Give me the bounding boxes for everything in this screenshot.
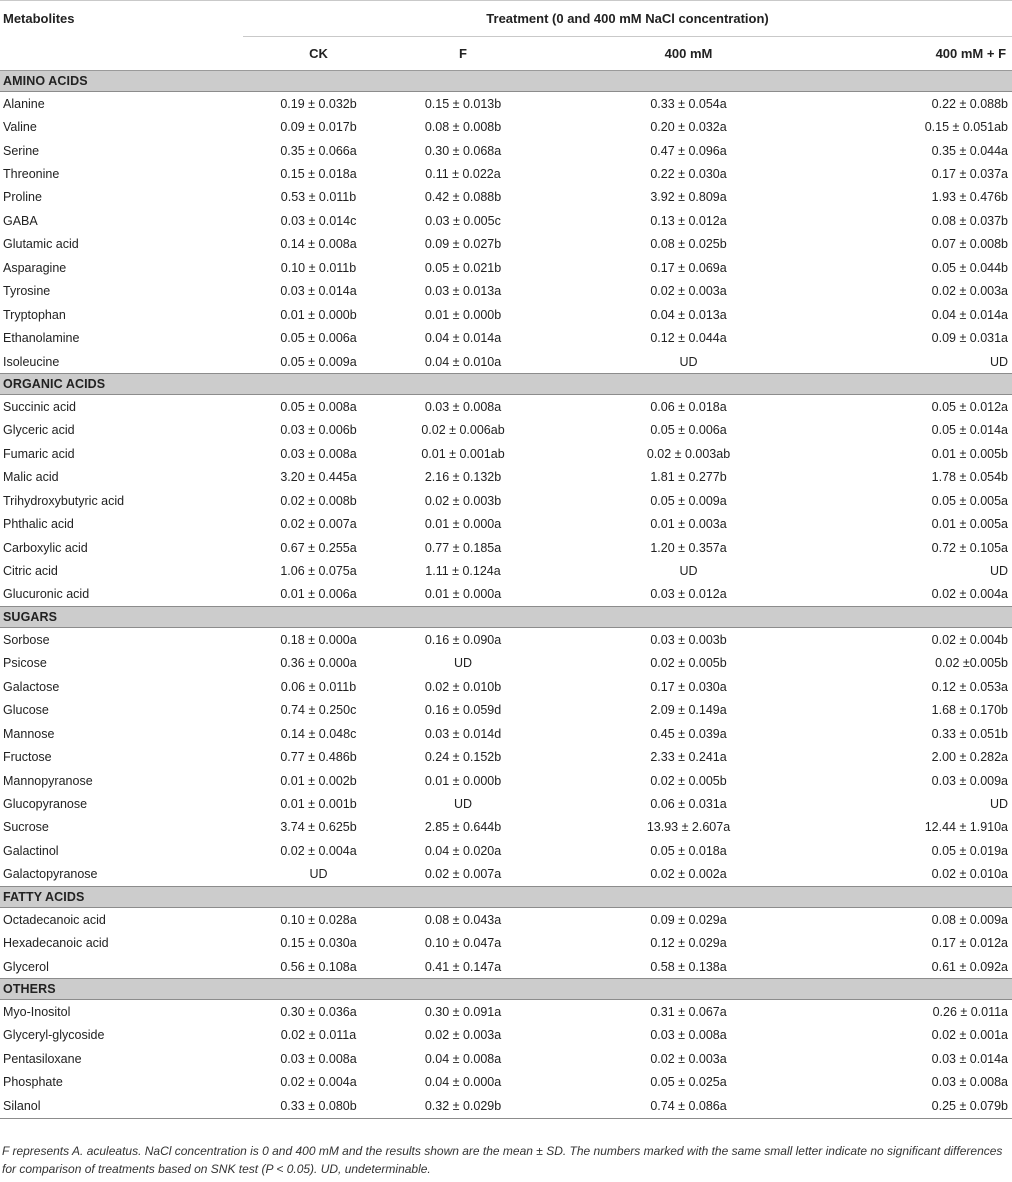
metabolite-name: Ethanolamine — [3, 331, 80, 346]
f-column-header: F — [358, 37, 568, 71]
f-value: UD — [453, 656, 473, 671]
f-value: 0.08 ± 0.008b — [424, 120, 502, 135]
ck-value: 0.01 ± 0.002b — [280, 773, 357, 788]
table-row — [0, 863, 1012, 887]
table-row — [0, 652, 1012, 675]
400mm-f-value: 0.05 ± 0.019a — [931, 843, 1009, 858]
400mm-value: 0.20 ± 0.032a — [650, 120, 727, 135]
400mm-f-value: 0.05 ± 0.012a — [931, 399, 1009, 414]
f-value: 0.10 ± 0.047a — [424, 936, 502, 951]
table-row — [0, 233, 1012, 256]
section-title: SUGARS — [0, 607, 1012, 628]
ck-column-header: CK — [243, 37, 358, 71]
f-value: 0.02 ± 0.006ab — [421, 423, 505, 438]
ck-value: 0.03 ± 0.008a — [280, 1051, 357, 1066]
table-body — [0, 71, 1012, 1119]
table-row — [0, 1024, 1012, 1047]
400mm-f-value: 0.02 ± 0.003a — [931, 284, 1009, 299]
table-row — [0, 280, 1012, 303]
ck-value: 0.01 ± 0.001b — [280, 796, 357, 811]
header-row-1 — [0, 1, 1012, 37]
table-row — [0, 839, 1012, 862]
400mm-value: 2.33 ± 0.241a — [650, 750, 727, 765]
400mm-f-value: 0.15 ± 0.051ab — [924, 120, 1009, 135]
table-header — [0, 1, 1012, 71]
metabolite-name: Trihydroxybutyric acid — [3, 493, 125, 508]
table-row — [0, 792, 1012, 815]
400mm-value: 0.02 ± 0.003a — [650, 1051, 727, 1066]
400mm-f-value: 0.25 ± 0.079b — [809, 1094, 1012, 1118]
400mm-f-value: 0.05 ± 0.014a — [931, 423, 1009, 438]
ck-value: 0.02 ± 0.007a — [280, 517, 357, 532]
table-row — [0, 186, 1012, 209]
metabolite-name: Glucopyranose — [3, 796, 88, 811]
table-row — [0, 699, 1012, 722]
table-row — [0, 115, 1012, 138]
400mm-value: UD — [679, 564, 698, 579]
f-value: 0.03 ± 0.013a — [424, 284, 502, 299]
400mm-column-header: 400 mM — [568, 37, 809, 71]
ck-value: 0.09 ± 0.017b — [280, 120, 357, 135]
400mm-f-value: 0.08 ± 0.009a — [931, 912, 1009, 927]
400mm-f-value: 0.61 ± 0.092a — [931, 959, 1009, 974]
table-row — [0, 442, 1012, 465]
section-title: FATTY ACIDS — [0, 887, 1012, 908]
ck-value: 3.74 ± 0.625b — [280, 820, 357, 835]
metabolite-name: Octadecanoic acid — [3, 912, 106, 927]
400mm-f-value: 2.00 ± 0.282a — [931, 750, 1009, 765]
header-spacer — [0, 37, 243, 71]
section-title: AMINO ACIDS — [0, 71, 1012, 92]
ck-value: 0.14 ± 0.048c — [280, 726, 357, 741]
metabolite-name: Psicose — [3, 656, 47, 671]
table-row — [0, 628, 1012, 652]
400mm-value: 0.04 ± 0.013a — [650, 307, 727, 322]
f-value: 0.01 ± 0.001ab — [421, 446, 505, 461]
400mm-f-value: UD — [989, 564, 1009, 579]
400mm-value: 0.17 ± 0.069a — [650, 260, 727, 275]
metabolite-name: Sucrose — [3, 820, 49, 835]
f-value: 0.01 ± 0.000a — [424, 517, 502, 532]
metabolite-name: Glutamic acid — [3, 237, 79, 252]
400mm-value: 0.12 ± 0.029a — [650, 936, 727, 951]
400mm-f-value: 1.78 ± 0.054b — [931, 470, 1009, 485]
f-value: 0.02 ± 0.003b — [424, 493, 502, 508]
metabolite-name: Fumaric acid — [3, 446, 75, 461]
metabolite-name: Alanine — [3, 96, 45, 111]
metabolite-name: Pentasiloxane — [3, 1051, 82, 1066]
400mm-f-value: 0.01 ± 0.005a — [931, 517, 1009, 532]
400mm-f-value: 0.09 ± 0.031a — [931, 331, 1009, 346]
400mm-value: 0.31 ± 0.067a — [650, 1005, 727, 1020]
f-value: 0.09 ± 0.027b — [424, 237, 502, 252]
ck-value: 0.03 ± 0.014a — [280, 284, 357, 299]
f-value: 0.41 ± 0.147a — [424, 959, 502, 974]
f-value: 0.01 ± 0.000b — [424, 773, 502, 788]
ck-value: 0.56 ± 0.108a — [280, 959, 357, 974]
ck-value: 1.06 ± 0.075a — [280, 564, 357, 579]
ck-value: 0.74 ± 0.250c — [280, 703, 357, 718]
section-header-row — [0, 374, 1012, 395]
f-value: 0.11 ± 0.022a — [425, 167, 501, 182]
400mm-f-value: 0.04 ± 0.014a — [931, 307, 1009, 322]
ck-value: 0.03 ± 0.006b — [280, 423, 357, 438]
400mm-f-value: 0.12 ± 0.053a — [931, 679, 1009, 694]
ck-value: 0.15 ± 0.018a — [280, 167, 357, 182]
metabolite-name: Malic acid — [3, 470, 59, 485]
f-value: 0.30 ± 0.068a — [424, 143, 502, 158]
table-row — [0, 745, 1012, 768]
400mm-f-value: 0.03 ± 0.008a — [931, 1075, 1009, 1090]
ck-value: 0.02 ± 0.008b — [280, 493, 357, 508]
400mm-value: 0.45 ± 0.039a — [650, 726, 727, 741]
metabolite-name: Galactopyranose — [3, 867, 98, 882]
400mm-value: 0.03 ± 0.008a — [650, 1028, 727, 1043]
metabolite-name: Proline — [3, 190, 42, 205]
400mm-f-value: 0.01 ± 0.005b — [931, 446, 1009, 461]
f-value: 0.03 ± 0.014d — [424, 726, 502, 741]
400mm-value: 0.03 ± 0.012a — [650, 587, 727, 602]
ck-value: 0.03 ± 0.008a — [280, 446, 357, 461]
400mm-value: 3.92 ± 0.809a — [650, 190, 727, 205]
table-row — [0, 675, 1012, 698]
metabolite-name: Myo-Inositol — [3, 1005, 71, 1020]
metabolite-name: Fructose — [3, 750, 52, 765]
f-value: 0.03 ± 0.005c — [425, 213, 501, 228]
400mm-value: 1.81 ± 0.277b — [650, 470, 727, 485]
400mm-f-value: 0.03 ± 0.014a — [931, 1051, 1009, 1066]
400mm-value: 0.01 ± 0.003a — [650, 517, 727, 532]
table-row — [0, 1047, 1012, 1070]
metabolite-name: Glucuronic acid — [3, 587, 90, 602]
f-value: 0.30 ± 0.091a — [424, 1005, 502, 1020]
400mm-f-value: 0.02 ± 0.004a — [931, 587, 1009, 602]
table-row — [0, 92, 1012, 116]
section-header-row — [0, 979, 1012, 1000]
table-row — [0, 1000, 1012, 1024]
400mm-value: 0.02 ± 0.003a — [650, 284, 727, 299]
table-row — [0, 512, 1012, 535]
400mm-value: 0.74 ± 0.086a — [568, 1094, 809, 1118]
f-value: 0.32 ± 0.029b — [358, 1094, 568, 1118]
400mm-f-value: 0.26 ± 0.011a — [932, 1005, 1009, 1020]
f-value: 0.01 ± 0.000b — [424, 307, 502, 322]
400mm-f-value: 0.72 ± 0.105a — [931, 540, 1009, 555]
ck-value: 0.53 ± 0.011b — [280, 190, 357, 205]
metabolite-name: GABA — [3, 213, 38, 228]
ck-value: 0.01 ± 0.006a — [280, 587, 357, 602]
table-row — [0, 350, 1012, 374]
ck-value: 0.35 ± 0.066a — [280, 143, 357, 158]
f-value: 0.04 ± 0.020a — [424, 843, 502, 858]
section-header-row — [0, 71, 1012, 92]
f-value: 0.42 ± 0.088b — [424, 190, 502, 205]
400mm-value: 0.47 ± 0.096a — [650, 143, 727, 158]
400mm-value: 0.09 ± 0.029a — [650, 912, 727, 927]
section-title: OTHERS — [0, 979, 1012, 1000]
f-value: 0.16 ± 0.059d — [424, 703, 502, 718]
metabolite-name: Tryptophan — [3, 307, 66, 322]
400mm-value: 0.12 ± 0.044a — [650, 331, 727, 346]
metabolite-name: Galactose — [3, 679, 60, 694]
f-value: 0.02 ± 0.007a — [424, 867, 502, 882]
400mm-value: 0.02 ± 0.005b — [650, 656, 727, 671]
table-row — [0, 1071, 1012, 1094]
table-row — [0, 908, 1012, 932]
400mm-value: 0.06 ± 0.018a — [650, 399, 727, 414]
metabolite-name: Glycerol — [3, 959, 49, 974]
metabolite-name: Glyceric acid — [3, 423, 75, 438]
f-value: 0.01 ± 0.000a — [424, 587, 502, 602]
ck-value: 0.18 ± 0.000a — [280, 632, 357, 647]
metabolite-name: Mannose — [3, 726, 55, 741]
400mm-value: 0.17 ± 0.030a — [650, 679, 727, 694]
ck-value: 0.14 ± 0.008a — [280, 237, 357, 252]
f-value: 0.04 ± 0.014a — [424, 331, 502, 346]
ck-value: 3.20 ± 0.445a — [280, 470, 357, 485]
table-row — [0, 466, 1012, 489]
400mm-value: UD — [679, 354, 698, 369]
400mm-value: 0.03 ± 0.003b — [650, 632, 727, 647]
400mm-f-column-header: 400 mM + F — [809, 37, 1012, 71]
f-value: 0.24 ± 0.152b — [424, 750, 502, 765]
metabolite-name: Galactinol — [3, 843, 59, 858]
ck-value: 0.06 ± 0.011b — [280, 679, 357, 694]
ck-value: 0.02 ± 0.004a — [280, 1075, 357, 1090]
f-value: 0.15 ± 0.013b — [424, 96, 502, 111]
table-footnote: F represents A. aculeatus. NaCl concentration is 0 and 400 mM and the results shown are the mean ± SD. The numbers marked with the same small letter indicate no significant differences for comparison of treatments based on SNK test (P < 0.05). UD, undeterminable. — [2, 1144, 1003, 1176]
400mm-f-value: 0.02 ± 0.004b — [931, 632, 1009, 647]
metabolite-name: Glucose — [3, 703, 49, 718]
metabolite-name: Hexadecanoic acid — [3, 936, 109, 951]
metabolite-name: Mannopyranose — [3, 773, 93, 788]
metabolite-name: Serine — [3, 143, 40, 158]
table-row — [0, 162, 1012, 185]
ck-value: 0.02 ± 0.011a — [280, 1028, 357, 1043]
table-row — [0, 955, 1012, 979]
400mm-value: 0.05 ± 0.025a — [650, 1075, 727, 1090]
metabolite-name: Glyceryl-glycoside — [3, 1028, 105, 1043]
metabolite-name: Threonine — [3, 167, 60, 182]
ck-value: 0.33 ± 0.080b — [243, 1094, 358, 1118]
treatment-title: Treatment (0 and 400 mM NaCl concentration) — [486, 11, 769, 26]
metabolite-name: Carboxylic acid — [3, 540, 88, 555]
400mm-f-value: UD — [989, 354, 1009, 369]
metabolite-name: Silanol — [0, 1094, 243, 1118]
ck-value: 0.30 ± 0.036a — [280, 1005, 357, 1020]
400mm-value: 0.58 ± 0.138a — [650, 959, 727, 974]
400mm-value: 0.05 ± 0.018a — [650, 843, 727, 858]
ck-value: 0.05 ± 0.008a — [280, 399, 357, 414]
400mm-f-value: UD — [989, 796, 1009, 811]
400mm-f-value: 1.93 ± 0.476b — [931, 190, 1009, 205]
400mm-f-value: 0.02 ±0.005b — [935, 656, 1009, 671]
header-row-2 — [0, 37, 1012, 71]
table-row — [0, 395, 1012, 419]
ck-value: UD — [309, 867, 328, 882]
table-row — [0, 209, 1012, 232]
400mm-f-value: 1.68 ± 0.170b — [931, 703, 1009, 718]
400mm-value: 0.02 ± 0.002a — [650, 867, 727, 882]
ck-value: 0.02 ± 0.004a — [280, 843, 357, 858]
400mm-f-value: 0.35 ± 0.044a — [931, 143, 1009, 158]
f-value: 0.05 ± 0.021b — [424, 260, 502, 275]
ck-value: 0.77 ± 0.486b — [280, 750, 357, 765]
f-value: 0.04 ± 0.008a — [424, 1051, 502, 1066]
ck-value: 0.05 ± 0.009a — [280, 354, 357, 369]
metabolite-name: Asparagine — [3, 260, 67, 275]
table-row — [0, 1094, 1012, 1118]
section-title: ORGANIC ACIDS — [0, 374, 1012, 395]
400mm-f-value: 0.33 ± 0.051b — [931, 726, 1009, 741]
400mm-f-value: 0.02 ± 0.010a — [931, 867, 1009, 882]
table-row — [0, 536, 1012, 559]
400mm-f-value: 0.03 ± 0.009a — [931, 773, 1009, 788]
ck-value: 0.03 ± 0.014c — [280, 213, 357, 228]
table-row — [0, 931, 1012, 954]
f-value: 0.02 ± 0.003a — [424, 1028, 502, 1043]
table-row — [0, 139, 1012, 162]
table-row — [0, 722, 1012, 745]
metabolite-name: Citric acid — [3, 564, 58, 579]
400mm-value: 0.22 ± 0.030a — [650, 167, 727, 182]
400mm-f-value: 0.07 ± 0.008b — [931, 237, 1009, 252]
ck-value: 0.19 ± 0.032b — [280, 96, 357, 111]
ck-value: 0.36 ± 0.000a — [280, 656, 357, 671]
metabolites-column-header: Metabolites — [0, 1, 243, 37]
400mm-f-value: 0.05 ± 0.005a — [931, 493, 1009, 508]
table-row — [0, 303, 1012, 326]
400mm-f-value: 12.44 ± 1.910a — [924, 820, 1009, 835]
table-row — [0, 769, 1012, 792]
section-header-row — [0, 607, 1012, 628]
ck-value: 0.10 ± 0.028a — [280, 912, 357, 927]
ck-value: 0.15 ± 0.030a — [280, 936, 357, 951]
table-row — [0, 419, 1012, 442]
f-value: 0.03 ± 0.008a — [424, 399, 502, 414]
f-value: 2.16 ± 0.132b — [424, 470, 502, 485]
f-value: 0.02 ± 0.010b — [424, 679, 502, 694]
400mm-f-value: 0.02 ± 0.001a — [931, 1028, 1009, 1043]
400mm-value: 0.13 ± 0.012a — [650, 213, 727, 228]
table-row — [0, 583, 1012, 607]
f-value: 0.04 ± 0.000a — [424, 1075, 502, 1090]
ck-value: 0.01 ± 0.000b — [280, 307, 357, 322]
metabolite-name: Valine — [3, 120, 37, 135]
table-row — [0, 256, 1012, 279]
f-value: 0.77 ± 0.185a — [424, 540, 502, 555]
400mm-value: 0.33 ± 0.054a — [650, 96, 727, 111]
f-value: 2.85 ± 0.644b — [424, 820, 502, 835]
table-row — [0, 559, 1012, 582]
table-row — [0, 326, 1012, 349]
metabolite-name: Succinic acid — [3, 399, 76, 414]
ck-value: 0.67 ± 0.255a — [280, 540, 357, 555]
f-value: 0.08 ± 0.043a — [424, 912, 502, 927]
400mm-value: 0.05 ± 0.006a — [650, 423, 727, 438]
f-value: 0.16 ± 0.090a — [424, 632, 502, 647]
400mm-f-value: 0.05 ± 0.044b — [931, 260, 1009, 275]
400mm-value: 0.05 ± 0.009a — [650, 493, 727, 508]
400mm-value: 0.08 ± 0.025b — [650, 237, 727, 252]
section-header-row — [0, 887, 1012, 908]
ck-value: 0.10 ± 0.011b — [280, 260, 357, 275]
400mm-value: 0.06 ± 0.031a — [650, 796, 727, 811]
400mm-f-value: 0.17 ± 0.012a — [931, 936, 1009, 951]
400mm-f-value: 0.08 ± 0.037b — [931, 213, 1009, 228]
400mm-f-value: 0.22 ± 0.088b — [931, 96, 1009, 111]
metabolite-name: Tyrosine — [3, 284, 51, 299]
metabolite-name: Phosphate — [3, 1075, 63, 1090]
400mm-value: 13.93 ± 2.607a — [646, 820, 731, 835]
table-row — [0, 816, 1012, 839]
400mm-value: 1.20 ± 0.357a — [650, 540, 727, 555]
metabolite-name: Sorbose — [3, 632, 50, 647]
400mm-f-value: 0.17 ± 0.037a — [931, 167, 1009, 182]
400mm-value: 2.09 ± 0.149a — [650, 703, 727, 718]
400mm-value: 0.02 ± 0.003ab — [646, 446, 731, 461]
f-value: UD — [453, 796, 473, 811]
metabolite-name: Phthalic acid — [3, 517, 74, 532]
table-row — [0, 489, 1012, 512]
ck-value: 0.05 ± 0.006a — [280, 331, 357, 346]
f-value: 0.04 ± 0.010a — [424, 354, 502, 369]
400mm-value: 0.02 ± 0.005b — [650, 773, 727, 788]
f-value: 1.11 ± 0.124a — [425, 564, 501, 579]
treatment-group-header — [243, 1, 1012, 37]
metabolite-name: Isoleucine — [3, 354, 60, 369]
